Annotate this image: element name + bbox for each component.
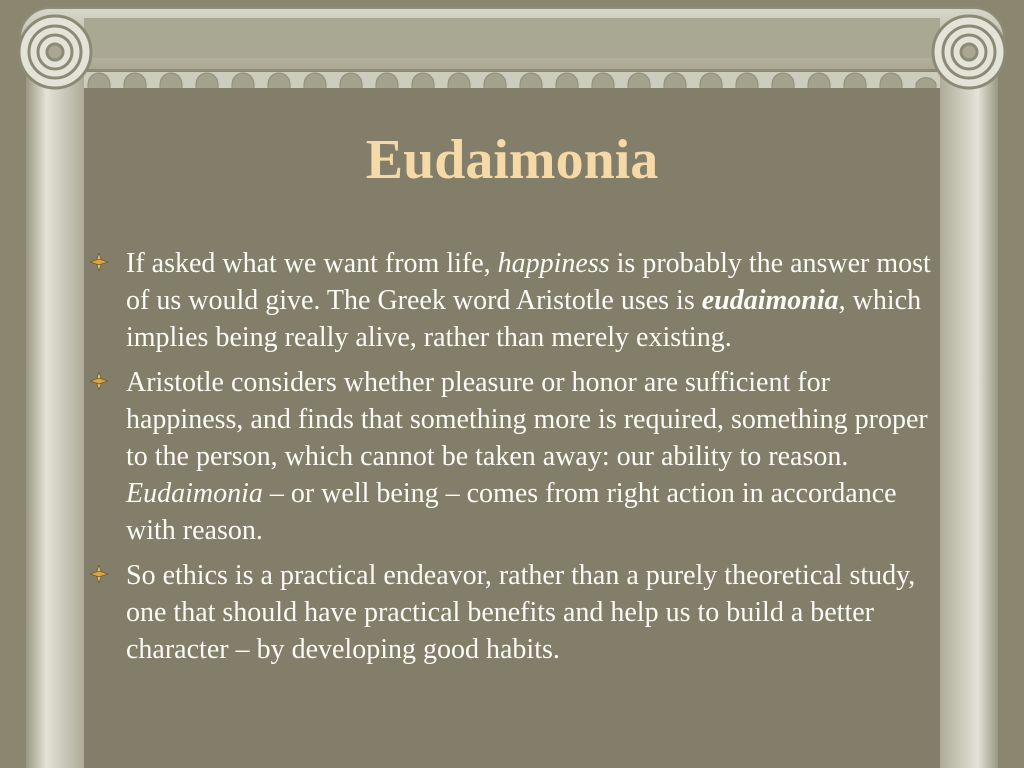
diamond-star-icon (90, 565, 108, 583)
right-volute-icon (933, 16, 1005, 88)
bullet-item (86, 364, 946, 549)
beam-inset (84, 18, 940, 58)
bullet-item (86, 245, 946, 356)
right-pillar (940, 60, 998, 768)
diamond-star-icon (90, 253, 108, 271)
bullet-list (86, 245, 946, 676)
bullet-text: If asked what we want from life, happiness is probably the answer most of us would give. The Greek word Aristotle uses is eudaimonia, which implies being really alive, rather than merely existing. (126, 248, 931, 353)
left-pillar (26, 60, 84, 768)
slide-title: Eudaimonia (365, 129, 659, 191)
bullet-item (86, 557, 946, 668)
diamond-star-icon (90, 372, 108, 390)
bullet-text: So ethics is a practical endeavor, rather than a purely theoretical study, one that should have practical benefits and help us to build a better character – by developing good habits. (126, 560, 916, 665)
bullet-text: Aristotle considers whether pleasure or honor are sufficient for happiness, and finds that something more is required, something proper to the person, which cannot be taken away: our ability to reason. Eudaimonia – or well being – comes from right action in accordance with reason. (126, 367, 928, 546)
left-volute-icon (19, 16, 91, 88)
